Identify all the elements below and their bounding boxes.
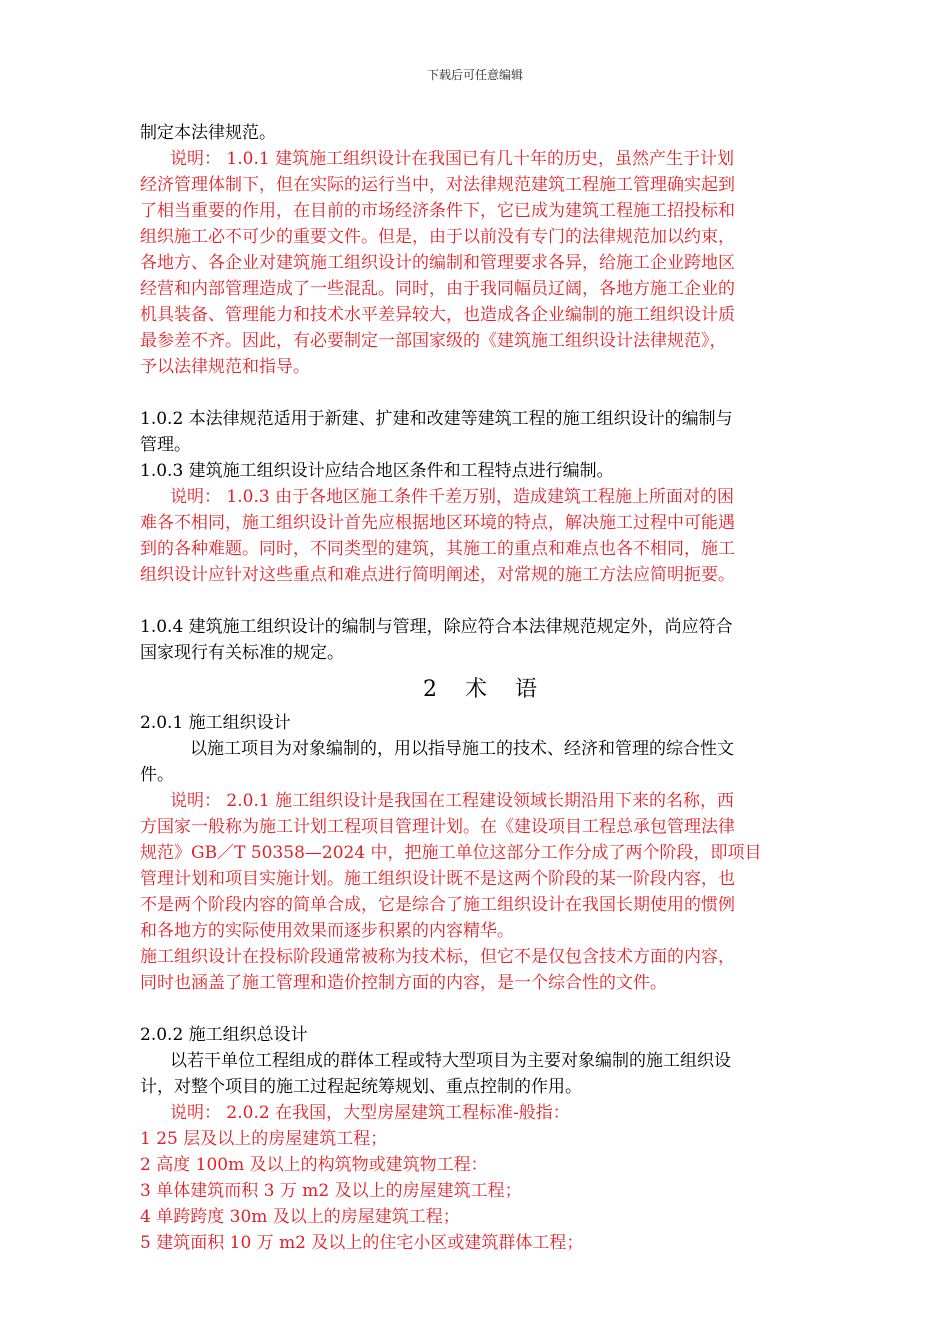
text-line: 予以法律规范和指导。	[140, 357, 310, 377]
clause-paragraph	[140, 614, 820, 666]
explanation-paragraph	[140, 788, 820, 814]
text-line: 机具装备、管理能力和技术水平差异较大，也造成各企业编制的施工组织设计质	[140, 305, 735, 325]
explanation-paragraph	[140, 1126, 820, 1256]
text-line: 以施工项目为对象编制的，用以指导施工的技术、经济和管理的综合性文	[190, 739, 734, 759]
text-line: 2.0.1 施工组织设计	[140, 713, 291, 733]
section-title-part: 语	[515, 677, 538, 702]
text-line: 1.0.2 本法律规范适用于新建、扩建和改建等建筑工程的施工组织设计的编制与	[140, 409, 733, 429]
text-line: 经营和内部管理造成了一些混乱。同时，由于我同幅员辽阔，各地方施工企业的	[140, 279, 735, 299]
text-line: 不是两个阶段内容的简单合成，它是综合了施工组织设计在我国长期使用的惯例	[140, 895, 735, 915]
text-line: 施工组织设计在投标阶段通常被称为技术标，但它不是仅包含技术方面的内容，	[140, 947, 735, 967]
clause-paragraph	[140, 120, 820, 146]
explanation-paragraph	[140, 1100, 820, 1126]
text-line: 1 25 层及以上的房屋建筑工程；	[140, 1129, 388, 1149]
text-line: 1.0.4 建筑施工组织设计的编制与管理，除应符合本法律规范规定外，尚应符合	[140, 617, 733, 637]
text-line: 制定本法律规范。	[140, 123, 276, 143]
text-line: 管理。	[140, 435, 191, 455]
clause-paragraph	[140, 736, 820, 762]
paragraph-spacer	[140, 588, 820, 614]
explanation-paragraph	[140, 814, 820, 996]
document-body	[140, 120, 820, 1256]
clause-paragraph	[140, 1048, 820, 1074]
text-line: 到的各种难题。同时，不同类型的建筑，其施工的重点和难点也各不相同，施工	[140, 539, 735, 559]
text-line: 管理计划和项目实施计划。施工组织设计既不是这两个阶段的某一阶段内容，也	[140, 869, 735, 889]
text-line: 1.0.3 建筑施工组织设计应结合地区条件和工程特点进行编制。	[140, 461, 614, 481]
text-line: 2.0.2 施工组织总设计	[140, 1025, 308, 1045]
paragraph-spacer	[140, 996, 820, 1022]
text-line: 经济管理体制下，但在实际的运行当中，对法律规范建筑工程施工管理确实起到	[140, 175, 735, 195]
page-header: 下载后可任意编辑	[426, 68, 523, 82]
text-line: 2 高度 100m 及以上的构筑物或建筑物工程：	[140, 1155, 488, 1175]
explanation-paragraph	[140, 484, 820, 588]
clause-paragraph	[140, 1074, 820, 1100]
clause-paragraph	[140, 406, 820, 484]
paragraph-spacer	[140, 380, 820, 406]
text-line: 国家现行有关标准的规定。	[140, 643, 344, 663]
text-line: 4 单跨跨度 30m 及以上的房屋建筑工程；	[140, 1207, 460, 1227]
text-line: 3 单体建筑而积 3 万 m2 及以上的房屋建筑工程；	[140, 1181, 522, 1201]
clause-paragraph	[140, 762, 820, 788]
section-title-part: 2	[422, 677, 437, 702]
text-line: 同时也涵盖了施工管理和造价控制方面的内容，是一个综合性的文件。	[140, 973, 667, 993]
clause-paragraph	[140, 1022, 820, 1048]
text-line: 5 建筑面积 10 万 m2 及以上的住宅小区或建筑群体工程；	[140, 1233, 584, 1253]
explanation-paragraph	[140, 146, 820, 380]
text-line: 件。	[140, 765, 174, 785]
text-line: 组织施工必不可少的重要文件。但是，由于以前没有专门的法律规范加以约束，	[140, 227, 735, 247]
text-line: 方国家一般称为施工计划工程项目管理计划。在《建设项目工程总承包管理法律	[140, 817, 735, 837]
text-line: 计，对整个项目的施工过程起统筹规划、重点控制的作用。	[140, 1077, 582, 1097]
text-line: 难各不相同，施工组织设计首先应根据地区环境的特点，解决施工过程中可能遇	[140, 513, 735, 533]
text-line: 规范》GB／T 50358—2024 中，把施工单位这部分工作分成了两个阶段，即项目	[140, 843, 762, 863]
text-line: 说明： 1.0.3 由于各地区施工条件千差万别，造成建筑工程施上所面对的困	[170, 487, 735, 507]
text-line: 了相当重要的作用，在目前的市场经济条件下，它已成为建筑工程施工招投标和	[140, 201, 735, 221]
section-title	[140, 670, 820, 710]
text-line: 和各地方的实际使用效果而逐步积累的内容精华。	[140, 921, 514, 941]
text-line: 最参差不齐。因此，有必要制定一部国家级的《建筑施工组织设计法律规范》，	[140, 331, 727, 351]
clause-paragraph	[140, 710, 820, 736]
section-title-part: 术	[464, 677, 487, 702]
text-line: 说明： 2.0.2 在我国，大型房屋建筑工程标准-般指：	[170, 1103, 570, 1123]
text-line: 组织设计应针对这些重点和难点进行简明阐述，对常规的施工方法应简明扼要。	[140, 565, 735, 585]
text-line: 各地方、各企业对建筑施工组织设计的编制和管理要求各异，给施工企业跨地区	[140, 253, 735, 273]
text-line: 说明： 1.0.1 建筑施工组织设计在我国已有几十年的历史，虽然产生于计划	[170, 149, 735, 169]
text-line: 以若干单位工程组成的群体工程或特大型项目为主要对象编制的施工组织设	[170, 1051, 731, 1071]
text-line: 说明： 2.0.1 施工组织设计是我国在工程建设领域长期沿用下来的名称，西	[170, 791, 735, 811]
